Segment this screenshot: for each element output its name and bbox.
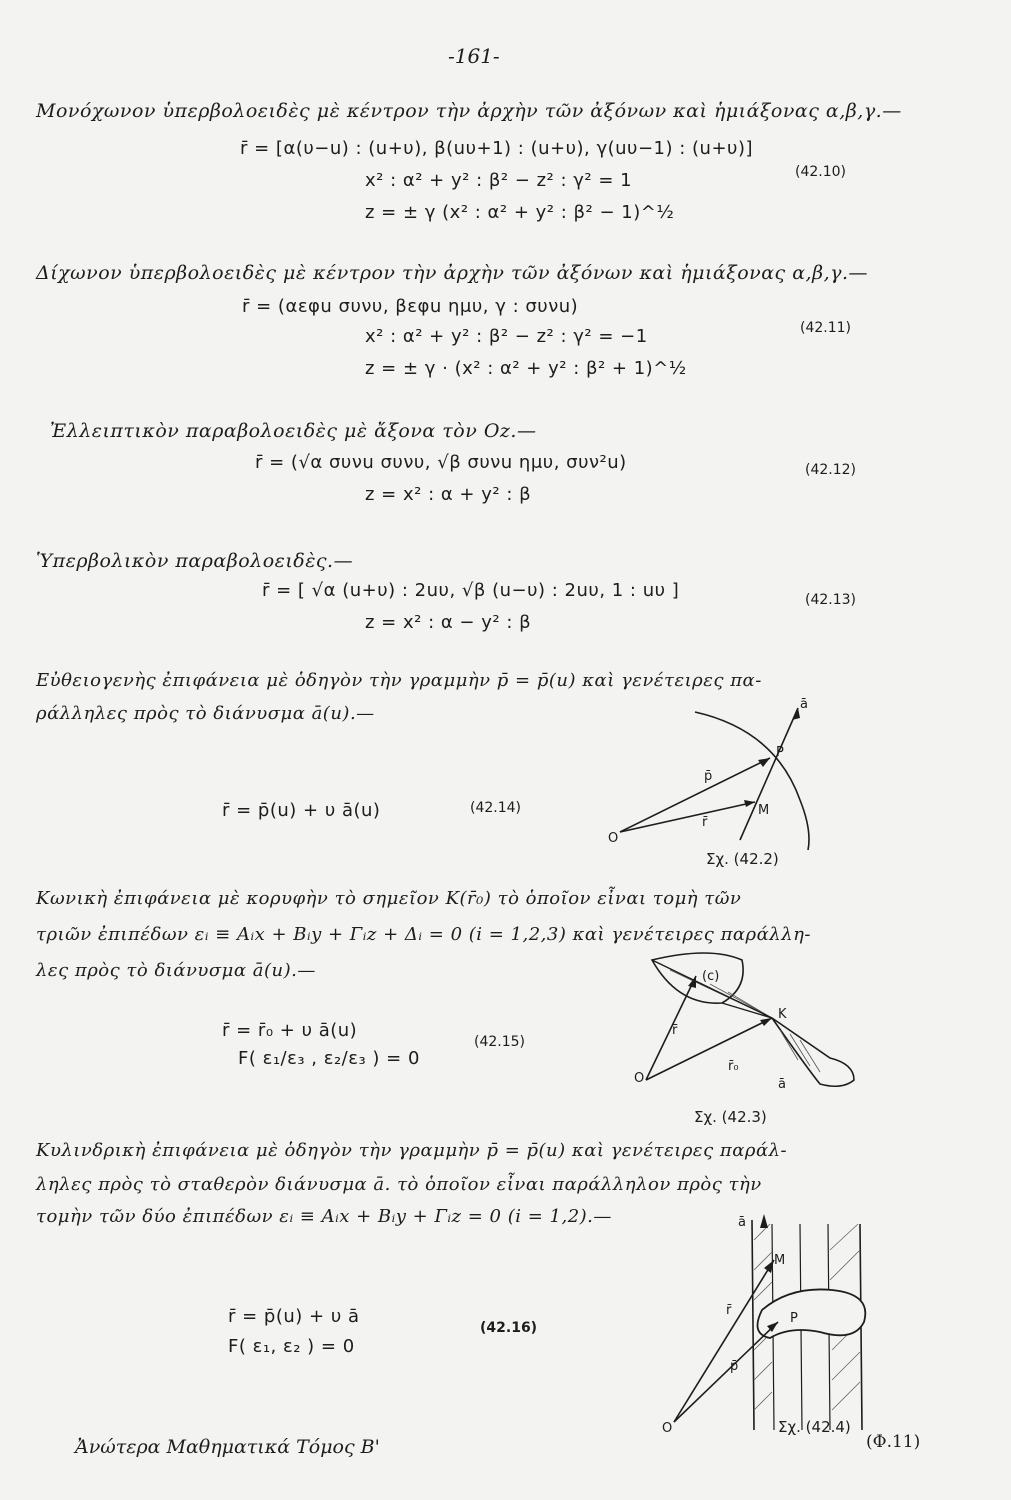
equation-line: z = x² : α − y² : β	[365, 612, 532, 633]
section-title-hyperbolic-paraboloid: Ὑπερβολικὸν παραβολοειδὲς.—	[36, 550, 354, 572]
figure-42-4-caption: Σχ. (42.4)	[778, 1418, 851, 1436]
equation-number: (42.11)	[800, 320, 852, 336]
figure-42-3-upper-nappe	[652, 953, 743, 1003]
figure-42-4-label-a: ā	[738, 1215, 746, 1230]
figure-42-4-label-O: O	[662, 1421, 673, 1436]
footer-book-title: Ἀνώτερα Μαθηματικά Τόμος Β'	[75, 1436, 380, 1458]
section-title-cylindrical-surface-cont2: τομὴν τῶν δύο ἐπιπέδων εᵢ ≡ Aᵢx + Bᵢy + Γᵢz = 0 (i = 1,2).—	[36, 1206, 612, 1227]
figure-42-3-label-O: O	[634, 1071, 645, 1086]
figure-42-3-label-K: K	[778, 1007, 787, 1022]
figure-42-3-label-c: (c)	[702, 969, 720, 984]
equation-number: (42.15)	[474, 1034, 526, 1050]
equation-line: r̄ = r̄₀ + υ ā(u)	[222, 1020, 358, 1041]
figure-42-2-arrow-a	[792, 708, 800, 720]
figure-42-3-caption: Σχ. (42.3)	[694, 1108, 767, 1126]
figure-42-2-label-M: M	[758, 803, 770, 818]
section-title-one-sheet-hyperboloid: Μονόχωνον ὑπερβολοειδὲς μὲ κέντρον τὴν ἀρχὴν τῶν ἀξόνων καὶ ἡμιάξονας α,β,γ.—	[36, 100, 902, 122]
figure-42-4-label-p: p̄	[730, 1359, 739, 1374]
figure-42-3	[630, 948, 880, 1108]
figure-42-4-guide-curve	[758, 1289, 866, 1338]
equation-number: (42.16)	[480, 1320, 538, 1336]
equation-line: z = ± γ · (x² : α² + y² : β² + 1)^½	[365, 358, 687, 379]
figure-42-2-arrow-r	[744, 800, 755, 807]
footer-sheet-mark: (Φ.11)	[866, 1432, 921, 1452]
figure-42-4-label-M: M	[774, 1253, 786, 1268]
figure-42-4-label-r: r̄	[726, 1303, 732, 1318]
equation-line: F( ε₁, ε₂ ) = 0	[228, 1336, 355, 1357]
section-title-elliptic-paraboloid: Ἐλλειπτικὸν παραβολοειδὲς μὲ ἄξονα τὸν Οz.—	[50, 420, 537, 442]
figure-42-4-label-P: P	[790, 1311, 798, 1326]
equation-line: r̄ = (√α συνu συνυ, √β συνu ημυ, συν²u)	[255, 452, 627, 473]
equation-line: r̄ = [ √α (u+υ) : 2uυ, √β (u−υ) : 2uυ, 1 : uυ ]	[262, 580, 680, 601]
section-title-two-sheet-hyperboloid: Δίχωνον ὑπερβολοειδὲς μὲ κέντρον τὴν ἀρχὴν τῶν ἀξόνων καὶ ἡμιάξονας α,β,γ.—	[36, 262, 869, 284]
section-title-cylindrical-surface-cont: ληλες πρὸς τὸ σταθερὸν διάνυσμα ā. τὸ ὁποῖον εἶναι παράλληλον πρὸς τὴν	[36, 1174, 762, 1195]
section-title-cylindrical-surface: Κυλινδρικὴ ἐπιφάνεια μὲ ὁδηγὸν τὴν γραμμὴν p̄ = p̄(u) καὶ γενέτειρες παράλ-	[36, 1140, 788, 1161]
figure-42-2-label-r: r̄	[702, 815, 708, 830]
figure-42-2-label-p: p̄	[704, 769, 713, 784]
figure-42-2-caption: Σχ. (42.2)	[706, 850, 779, 868]
equation-line: x² : α² + y² : β² − z² : γ² = −1	[365, 326, 648, 347]
figure-42-3-vector-r	[646, 976, 696, 1080]
figure-42-4-cylinder-edge	[752, 1220, 754, 1430]
section-title-conical-surface-cont: τριῶν ἐπιπέδων εᵢ ≡ Aᵢx + Bᵢy + Γᵢz + Δᵢ = 0 (i = 1,2,3) καὶ γενέτειρες παράλλη-	[36, 924, 811, 945]
equation-line: r̄ = p̄(u) + υ ā(u)	[222, 800, 381, 821]
figure-42-3-arrow-r0	[760, 1018, 772, 1026]
figure-42-2-label-O: O	[608, 831, 619, 846]
equation-number: (42.12)	[805, 462, 857, 478]
figure-42-2-label-P: P	[776, 745, 784, 760]
figure-42-2-arrow-p	[758, 758, 770, 767]
equation-line: x² : α² + y² : β² − z² : γ² = 1	[365, 170, 633, 191]
equation-line: r̄ = p̄(u) + υ ā	[228, 1306, 360, 1327]
figure-42-3-lower-nappe	[772, 1018, 854, 1086]
figure-42-2-vector-a	[740, 708, 798, 840]
equation-line: r̄ = [α(υ−u) : (u+υ), β(uυ+1) : (u+υ), γ(uυ−1) : (u+υ)]	[240, 138, 753, 159]
section-title-ruled-surface: Εὐθειογενὴς ἐπιφάνεια μὲ ὁδηγὸν τὴν γραμμὴν p̄ = p̄(u) καὶ γενέτειρες πα-	[36, 670, 762, 691]
figure-42-2-label-a: ā	[800, 697, 808, 712]
section-title-ruled-surface-cont: ράλληλες πρὸς τὸ διάνυσμα ā(u).—	[36, 703, 375, 724]
figure-42-2-vector-p	[620, 758, 770, 832]
figure-42-3-label-a: ā	[778, 1077, 786, 1092]
section-title-conical-surface-cont2: λες πρὸς τὸ διάνυσμα ā(u).—	[36, 960, 316, 981]
equation-number: (42.10)	[795, 164, 847, 180]
figure-42-4-arrow-a	[760, 1214, 768, 1228]
figure-42-3-vector-r0	[646, 1018, 772, 1080]
equation-line: F( ε₁/ε₃ , ε₂/ε₃ ) = 0	[238, 1048, 420, 1069]
equation-number: (42.14)	[470, 800, 522, 816]
figure-42-4	[650, 1210, 910, 1450]
equation-line: z = ± γ (x² : α² + y² : β² − 1)^½	[365, 202, 675, 223]
figure-42-2-vector-r	[620, 802, 755, 832]
section-title-conical-surface: Κωνικὴ ἐπιφάνεια μὲ κορυφὴν τὸ σημεῖον K(r̄₀) τὸ ὁποῖον εἶναι τομὴ τῶν	[36, 888, 742, 909]
equation-number: (42.13)	[805, 592, 857, 608]
equation-line: z = x² : α + y² : β	[365, 484, 532, 505]
page-number: -161-	[448, 44, 500, 68]
figure-42-3-hatching	[780, 1030, 820, 1072]
figure-42-3-label-r0: r̄₀	[728, 1059, 739, 1074]
figure-42-3-label-r: r̄	[672, 1023, 678, 1038]
equation-line: r̄ = (αεφu συνυ, βεφu ημυ, γ : συνu)	[242, 296, 579, 317]
